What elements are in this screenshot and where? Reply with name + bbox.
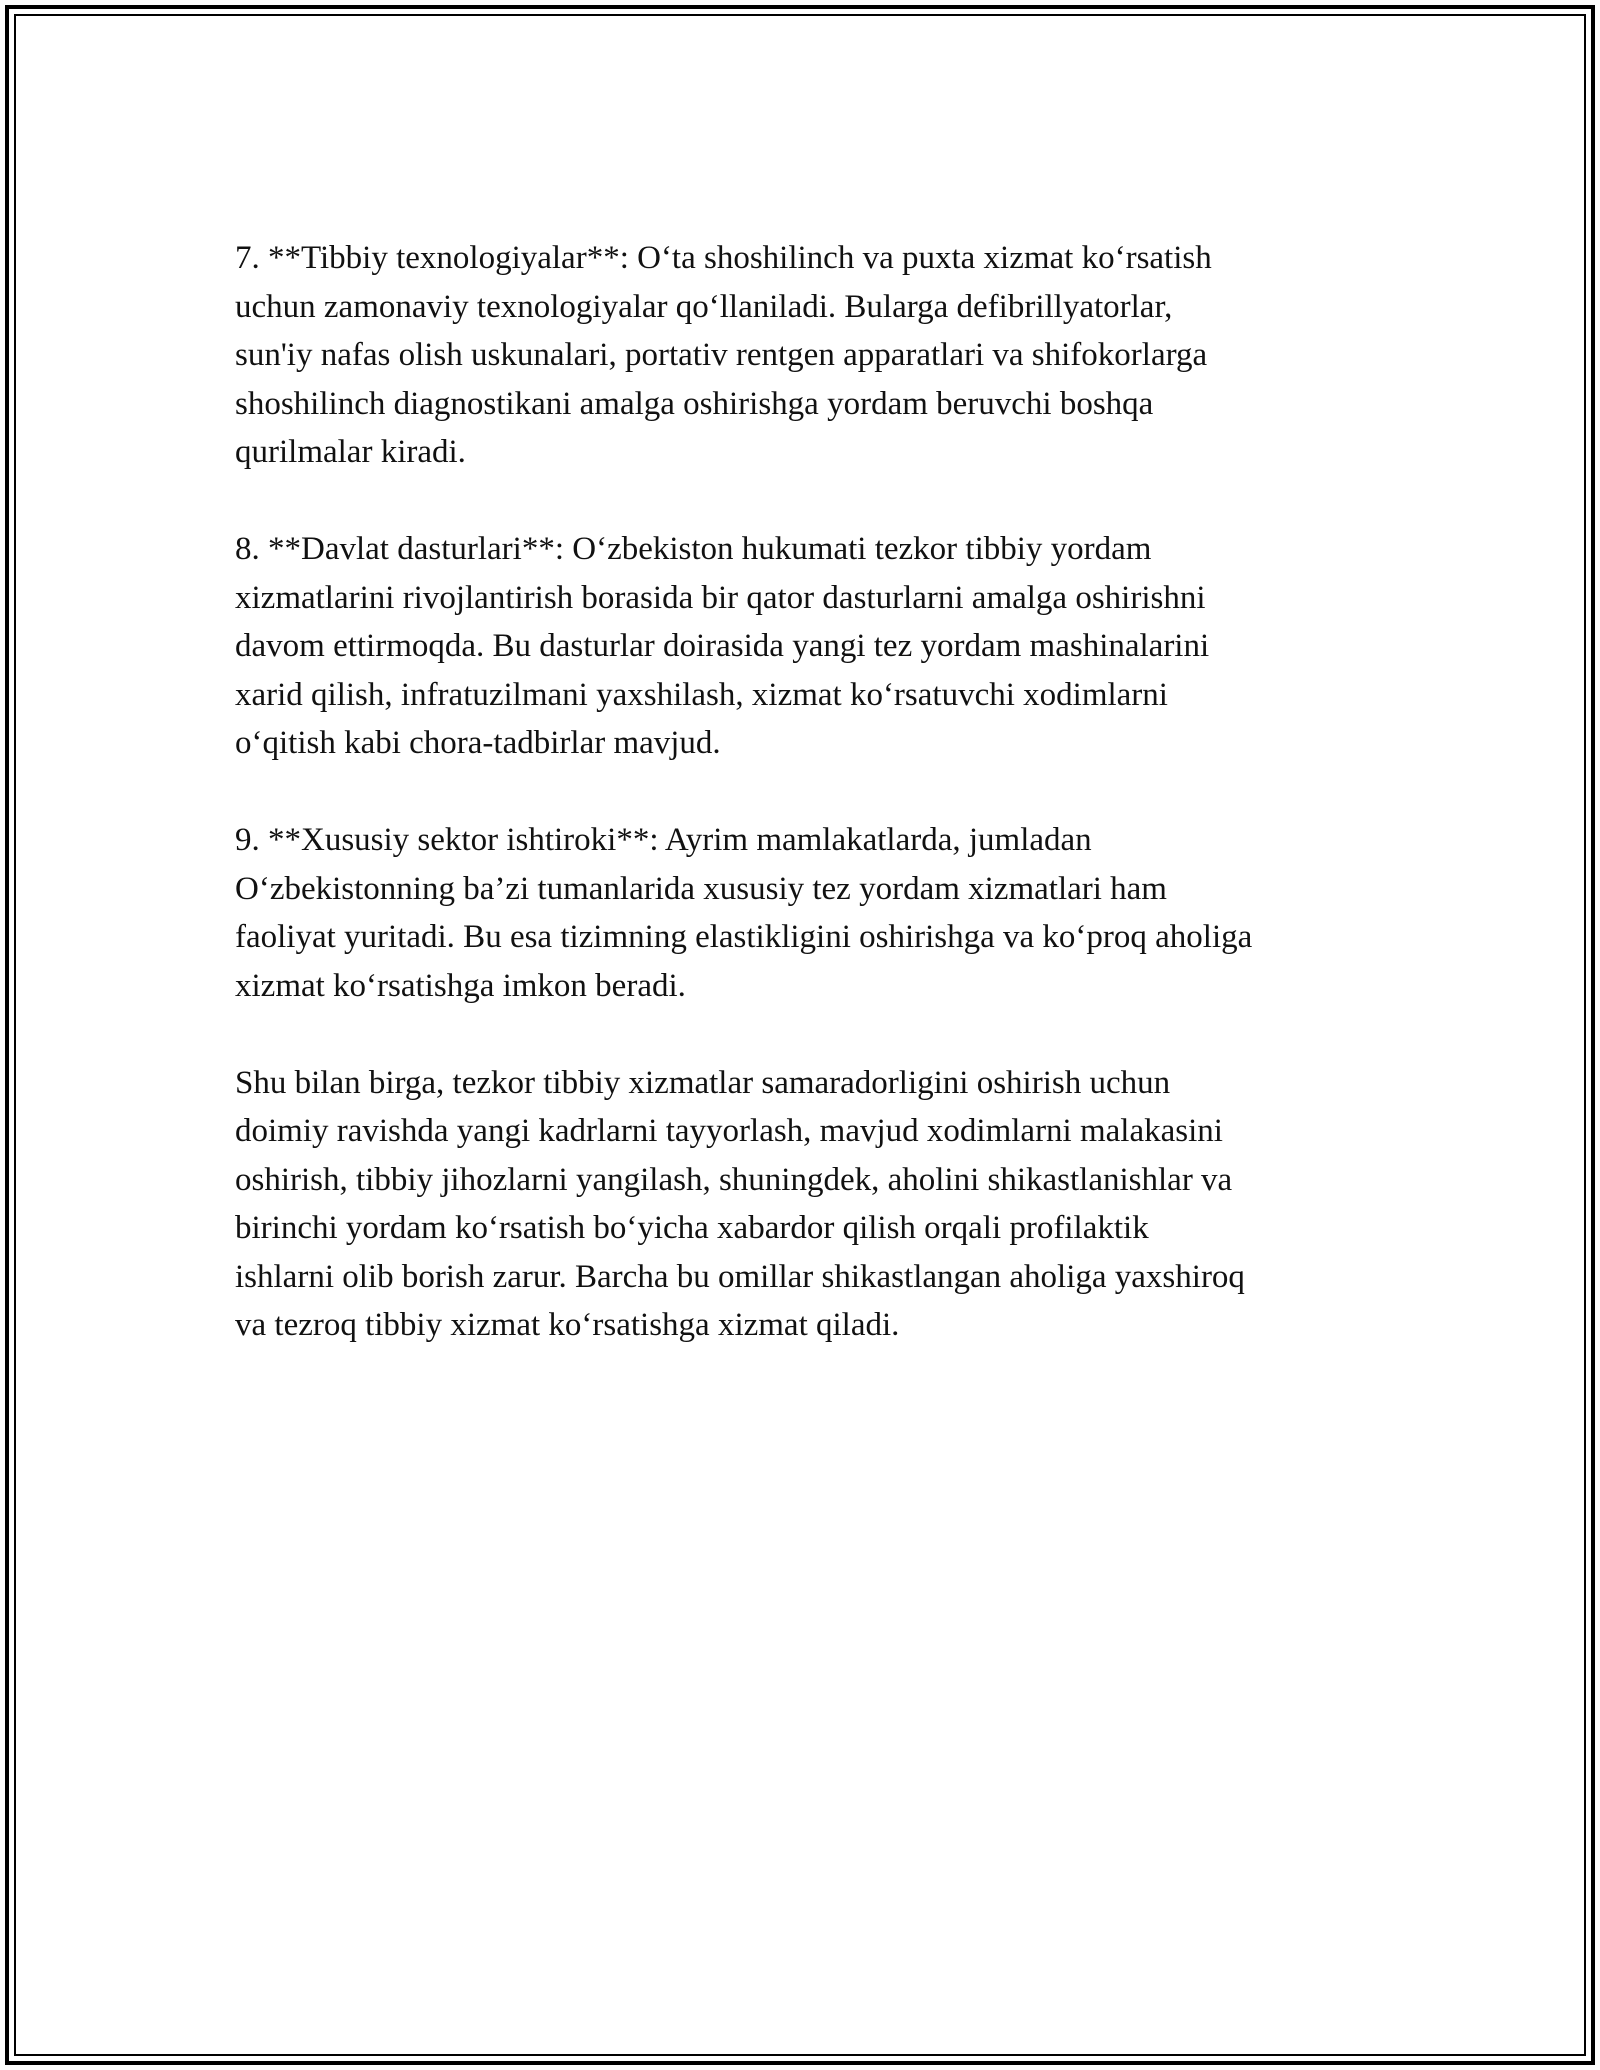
paragraph-tibbiy-texnologiyalar: 7. **Tibbiy texnologiyalar**: O‘ta shoshilinch va puxta xizmat ko‘rsatish uchun zamonaviy texnologiyalar qo‘llaniladi. Bularga defibrillyatorlar, sun'iy nafas olish uskunalari, portativ rentgen apparatlari va shifokorlarga shoshilinch diagnostikani amalga oshirishga yordam beruvchi boshqa qurilmalar kiradi.	[235, 240, 1212, 470]
paragraph-xususiy-sektor: 9. **Xususiy sektor ishtiroki**: Ayrim mamlakatlarda, jumladan O‘zbekistonning ba’zi tumanlarida xususiy tez yordam xizmatlari ham faoliyat yuritadi. Bu esa tizimning elastikligini oshirishga va ko‘proq aholiga xizmat ko‘rsatishga imkon beradi.	[235, 822, 1253, 1004]
paragraph-conclusion: Shu bilan birga, tezkor tibbiy xizmatlar samaradorligini oshirish uchun doimiy ravishda yangi kadrlarni tayyorlash, mavjud xodimlarni malakasini oshirish, tibbiy jihozlarni yangilash, shuningdek, aholini shikastlanishlar va birinchi yordam ko‘rsatish bo‘yicha xabardor qilish orqali profilaktik ishlarni olib borish zarur. Barcha bu omillar shikastlangan aholiga yaxshiroq va tezroq tibbiy xizmat ko‘rsatishga xizmat qiladi.	[235, 1064, 1245, 1343]
document-body	[235, 234, 1395, 1398]
paragraph-davlat-dasturlari: 8. **Davlat dasturlari**: O‘zbekiston hukumati tezkor tibbiy yordam xizmatlarini rivojlantirish borasida bir qator dasturlarni amalga oshirishni davom ettirmoqda. Bu dasturlar doirasida yangi tez yordam mashinalarini xarid qilish, infratuzilmani yaxshilash, xizmat ko‘rsatuvchi xodimlarni o‘qitish kabi chora-tadbirlar mavjud.	[235, 531, 1210, 761]
